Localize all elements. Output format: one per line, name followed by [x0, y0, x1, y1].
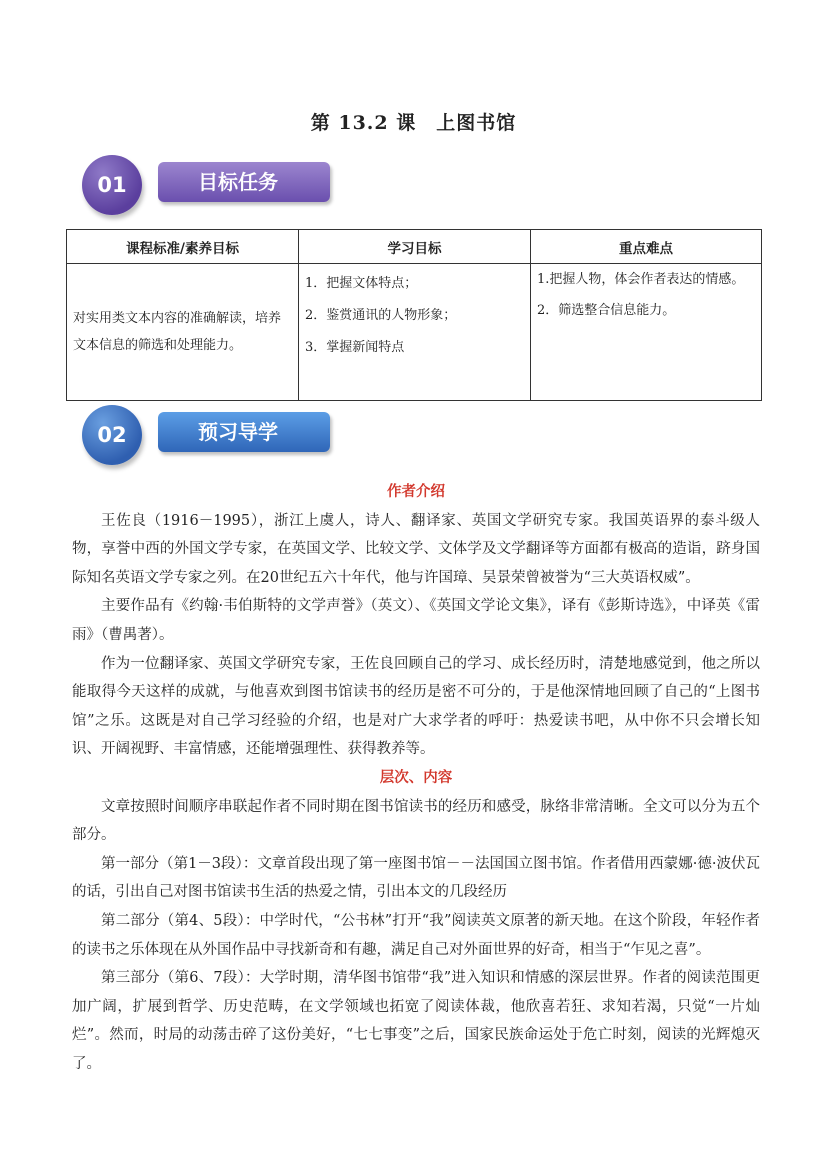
learning-item: 2．鉴赏通讯的人物形象；	[305, 308, 457, 323]
section-badge-preview	[82, 405, 342, 465]
key-item: 1.把握人物，体会作者表达的情感。	[537, 272, 745, 287]
paragraph: 第一部分（第1－3段）：文章首段出现了第一座图书馆－－法国国立图书馆。作者借用西蒙娜·德·波伏瓦的话，引出自己对图书馆读书生活的热爱之情，引出本文的几段经历	[72, 855, 760, 901]
paragraph: 第二部分（第4、5段）：中学时代，“公书林”打开“我”阅读英文原著的新天地。在这个阶段，年轻作者的读书之乐体现在从外国作品中寻找新奇和有趣，满足自己对外面世界的好奇，相当于“乍见之喜”。	[72, 912, 760, 958]
section-number: 01	[82, 155, 142, 215]
section-label: 目标任务	[158, 162, 330, 202]
key-cell	[531, 264, 762, 401]
table-header: 课程标准/素养目标	[67, 230, 299, 264]
standard-cell: 对实用类文本内容的准确解读，培养文本信息的筛选和处理能力。	[67, 264, 299, 401]
section-badge-goals	[82, 155, 342, 215]
goals-table	[66, 229, 762, 401]
section-number: 02	[82, 405, 142, 465]
learning-item: 1．把握文体特点；	[305, 276, 418, 291]
paragraph: 文章按照时间顺序串联起作者不同时期在图书馆读书的经历和感受，脉络非常清晰。全文可以分为五个部分。	[72, 798, 760, 844]
author-heading: 作者介绍	[387, 483, 445, 500]
table-header: 学习目标	[299, 230, 531, 264]
learning-cell	[299, 264, 531, 401]
paragraph: 第三部分（第6、7段）：大学时期，清华图书馆带“我”进入知识和情感的深层世界。作者的阅读范围更加广阔，扩展到哲学、历史范畴，在文学领域也拓宽了阅读体裁，他欣喜若狂、求知若渴，只觉“一片灿烂”。然而，时局的动荡击碎了这份美好，“七七事变”之后，国家民族命运处于危亡时刻，阅读的光辉熄灭了。	[72, 970, 760, 1072]
paragraph: 作为一位翻译家、英国文学研究专家，王佐良回顾自己的学习、成长经历时，清楚地感觉到，他之所以能取得今天这样的成就，与他喜欢到图书馆读书的经历是密不可分的，于是他深情地回顾了自己的“上图书馆”之乐。这既是对自己学习经验的介绍，也是对广大求学者的呼吁：热爱读书吧，从中你不只会增长知识、开阔视野、丰富情感，还能增强理性、获得教养等。	[72, 655, 760, 758]
page-title: 第 13.2 课 上图书馆	[310, 112, 517, 134]
key-item: 2．筛选整合信息能力。	[537, 303, 676, 318]
paragraph: 王佐良（1916－1995），浙江上虞人，诗人、翻译家、英国文学研究专家。我国英语界的泰斗级人物，享誉中西的外国文学专家，在英国文学、比较文学、文体学及文学翻译等方面都有极高的造诣，跻身国际知名英语文学专家之列。在20世纪五六十年代，他与许国璋、吴景荣曾被誉为“三大英语权威”。	[72, 512, 760, 586]
table-header: 重点难点	[531, 230, 762, 264]
section-label: 预习导学	[158, 412, 330, 452]
learning-item: 3．掌握新闻特点	[305, 340, 405, 355]
structure-heading: 层次、内容	[379, 768, 453, 786]
paragraph: 主要作品有《约翰·韦伯斯特的文学声誉》（英文）、《英国文学论文集》，译有《彭斯诗选》，中译英《雷雨》（曹禺著）。	[72, 598, 760, 643]
preview-content	[72, 478, 760, 1078]
